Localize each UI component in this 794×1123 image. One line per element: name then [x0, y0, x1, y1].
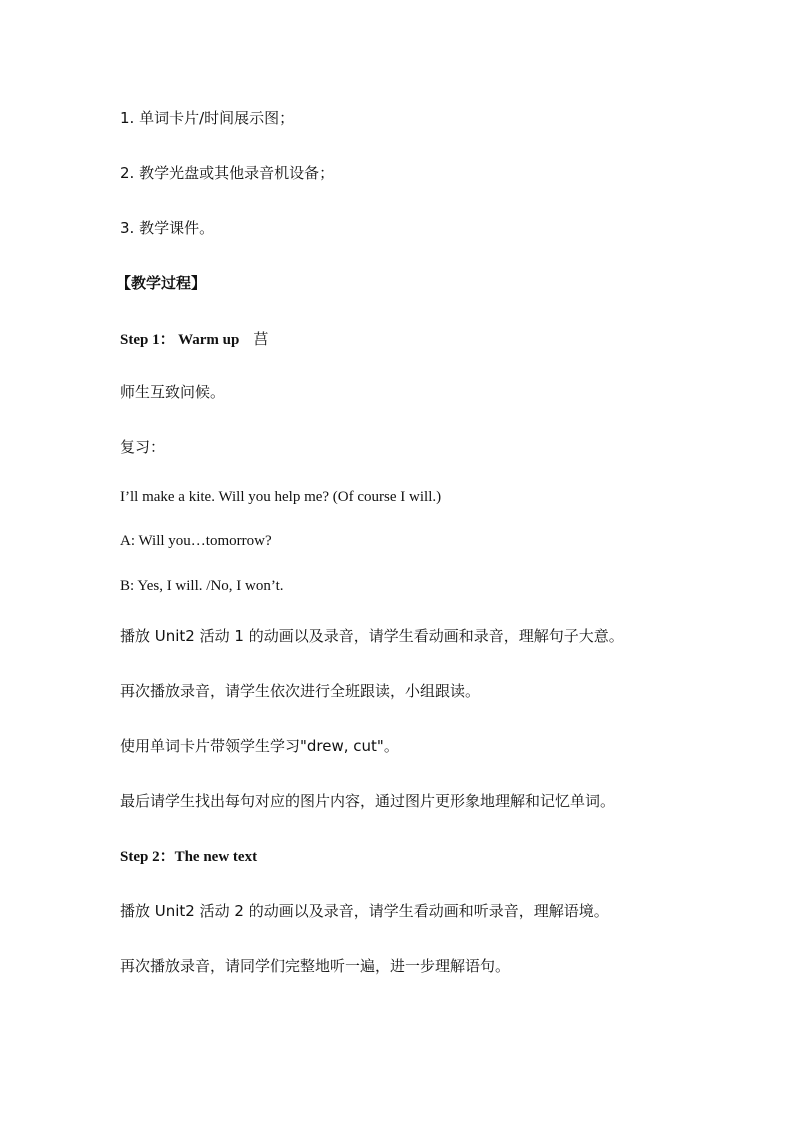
example-sentence-3: B: Yes, I will. /No, I won’t. — [120, 578, 284, 594]
step2-paragraph-1: 播放 Unit2 活动 2 的动画以及录音，请学生看动画和听录音，理解语境。 — [120, 902, 609, 920]
step1-paragraph-3: 使用单词卡片带领学生学习"drew, cut"。 — [120, 737, 399, 755]
review-label: 复习： — [120, 438, 166, 456]
step1-heading — [120, 329, 268, 350]
section-title: 【教学过程】 — [116, 274, 207, 292]
example-sentence-1: I’ll make a kite. Will you help me? (Of course I will.) — [120, 489, 442, 505]
material-item-2: 2. 教学光盘或其他录音机设备； — [120, 164, 335, 182]
step1-paragraph-4: 最后请学生找出每句对应的图片内容，通过图片更形象地理解和记忆单词。 — [120, 792, 616, 810]
material-item-1: 1. 单词卡片/时间展示图； — [120, 109, 295, 127]
step1-paragraph-2: 再次播放录音，请学生依次进行全班跟读，小组跟读。 — [120, 682, 481, 700]
step1-tail: 莒 — [253, 330, 269, 348]
material-item-3: 3. 教学课件。 — [120, 219, 215, 237]
step1-paragraph-1: 播放 Unit2 活动 1 的动画以及录音，请学生看动画和录音，理解句子大意。 — [120, 627, 624, 645]
step2-heading: Step 2：The new text — [120, 849, 258, 865]
step1-label: Step 1： Warm up — [120, 332, 240, 348]
example-sentence-2: A: Will you…tomorrow? — [120, 533, 272, 549]
greeting-line: 师生互致问候。 — [120, 383, 226, 401]
step2-paragraph-2: 再次播放录音，请同学们完整地听一遍，进一步理解语句。 — [120, 957, 511, 975]
